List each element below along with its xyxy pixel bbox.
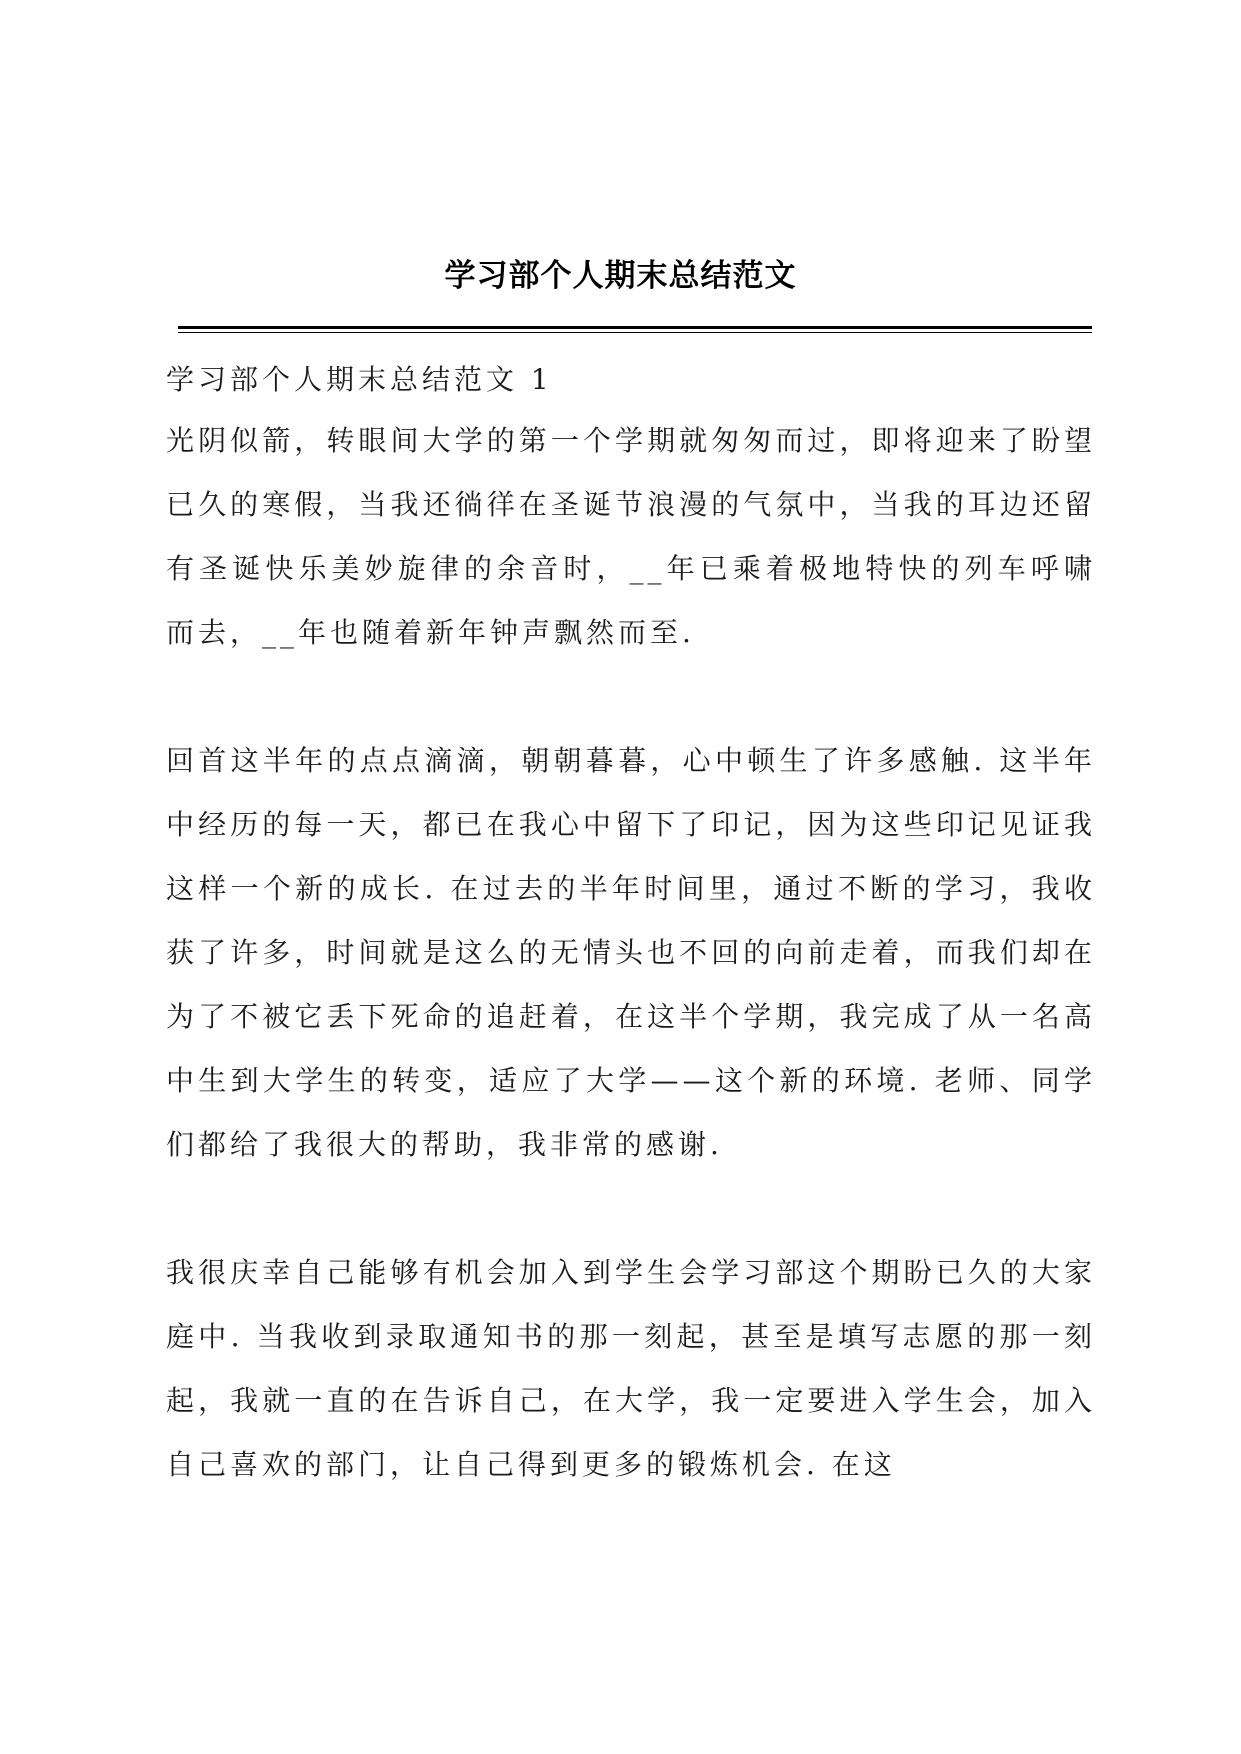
document-title: 学习部个人期末总结范文 (444, 258, 797, 294)
paragraph-1: 光阴似箭，转眼间大学的第一个学期就匆匆而过，即将迎来了盼望已久的寒假，当我还徜徉在圣诞节浪漫的气氛中，当我的耳边还留有圣诞快乐美妙旋律的余音时，__年已乘着极地特快的列车呼啸而去，__年也随着新年钟声飘然而至. (166, 424, 1096, 649)
paragraph-3: 我很庆幸自己能够有机会加入到学生会学习部这个期盼已久的大家庭中. 当我收到录取通知书的那一刻起，甚至是填写志愿的那一刻起，我就一直的在告诉自己，在大学，我一定要进入学生会，加入自己喜欢的部门，让自己得到更多的锻炼机会. 在这 (166, 1256, 1096, 1481)
title-divider-thin (178, 332, 1092, 333)
paragraph-spacer (166, 1177, 1096, 1241)
section-heading: 学习部个人期末总结范文 1 (166, 363, 553, 396)
paragraph-2: 回首这半年的点点滴滴，朝朝暮暮，心中顿生了许多感触. 这半年中经历的每一天，都已在我心中留下了印记，因为这些印记见证我这样一个新的成长. 在过去的半年时间里，通过不断的学习，我收获了许多，时间就是这么的无情头也不回的向前走着，而我们却在为了不被它丢下死命的追赶着，在这半个学期，我完成了从一名高中生到大学生的转变，适应了大学——这个新的环境. 老师、同学们都给了我很大的帮助，我非常的感谢. (166, 744, 1096, 1161)
paragraph-spacer (166, 665, 1096, 729)
document-body (166, 355, 1096, 1497)
title-divider-thick (178, 326, 1092, 329)
